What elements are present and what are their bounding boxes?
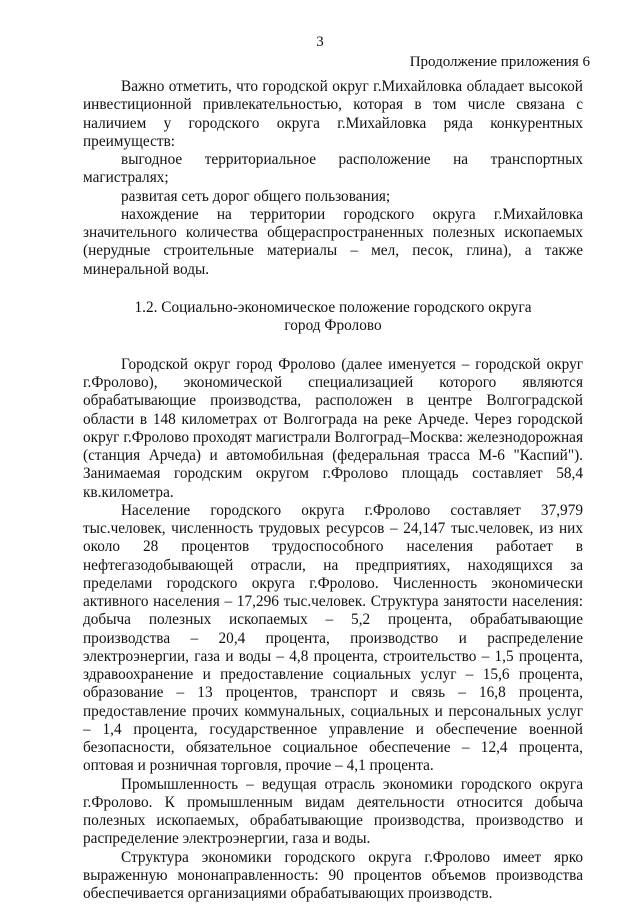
- paragraph-intro: Важно отметить, что городской округ г.Михайловка обладает высокой инвестиционной привлекательностью, которая в том числе связана с наличием у городского округа г.Михайловка ряда конкурентных преимуществ:: [83, 78, 583, 150]
- section-heading-line-2: город Фролово: [284, 316, 382, 334]
- paragraph-location: Городской округ город Фролово (далее именуется – городской округ г.Фролово), экономической специализацией которого являются обрабатывающие производства, расположен в центре Волгоградской области в 148 километрах от Волгограда на реке Арчеде. Через городской округ г.Фролово проходят магистрали Волгоград–Москва: железнодорожная (станция Арчеда) и автомобильная (федеральная трасса М-6 "Каспий"). Занимаемая городским округом г.Фролово площадь составляет 58,4 кв.километра.: [83, 355, 583, 501]
- advantage-item: выгодное территориальное расположение на транспортных магистралях;: [83, 151, 583, 187]
- section-heading-line-1: 1.2. Социально-экономическое положение городского округа: [134, 298, 532, 316]
- section-heading: [83, 299, 583, 335]
- advantage-item: развитая сеть дорог общего пользования;: [121, 187, 391, 205]
- document-body: [83, 78, 583, 903]
- advantage-item: нахождение на территории городского округа г.Михайловка значительного количества общераспространенных полезных ископаемых (нерудные строительные материалы – мел, песок, глина), а также минеральной воды.: [83, 205, 583, 278]
- paragraph-economy-structure: Структура экономики городского округа г.Фролово имеет ярко выраженную мононаправленность: 90 процентов объемов производства обеспечивается организациями обрабатывающих производств.: [83, 848, 583, 902]
- paragraph-population: Население городского округа г.Фролово составляет 37,979 тыс.человек, численность трудовых ресурсов – 24,147 тыс.человек, из них около 28 процентов трудоспособного населения работает в нефтегазодобывающей отрасли, на предприятиях, находящихся за пределами городского округа г.Фролово. Численность экономически активного населения – 17,296 тыс.человек. Структура занятости населения: добыча полезных ископаемых – 5,2 процента, обрабатывающие производства – 20,4 процента, производство и распределение электроэнергии, газа и воды – 4,8 процента, строительство – 1,5 процента, здравоохранение и предоставление социальных услуг – 15,6 процента, образование – 13 процентов, транспорт и связь – 16,8 процента, предоставление прочих коммунальных, социальных и персональных услуг – 1,4 процента, государственное управление и обеспечение военной безопасности, обязательное социальное обеспечение – 12,4 процента, оптовая и розничная торговля, прочие – 4,1 процента.: [83, 501, 583, 775]
- page-number: 3: [316, 34, 324, 50]
- appendix-note: Продолжение приложения 6: [409, 54, 590, 70]
- paragraph-industry: Промышленность – ведущая отрасль экономики городского округа г.Фролово. К промышленным видам деятельности относится добыча полезных ископаемых, обрабатывающие производства, производство и распределение электроэнергии, газа и воды.: [83, 775, 583, 848]
